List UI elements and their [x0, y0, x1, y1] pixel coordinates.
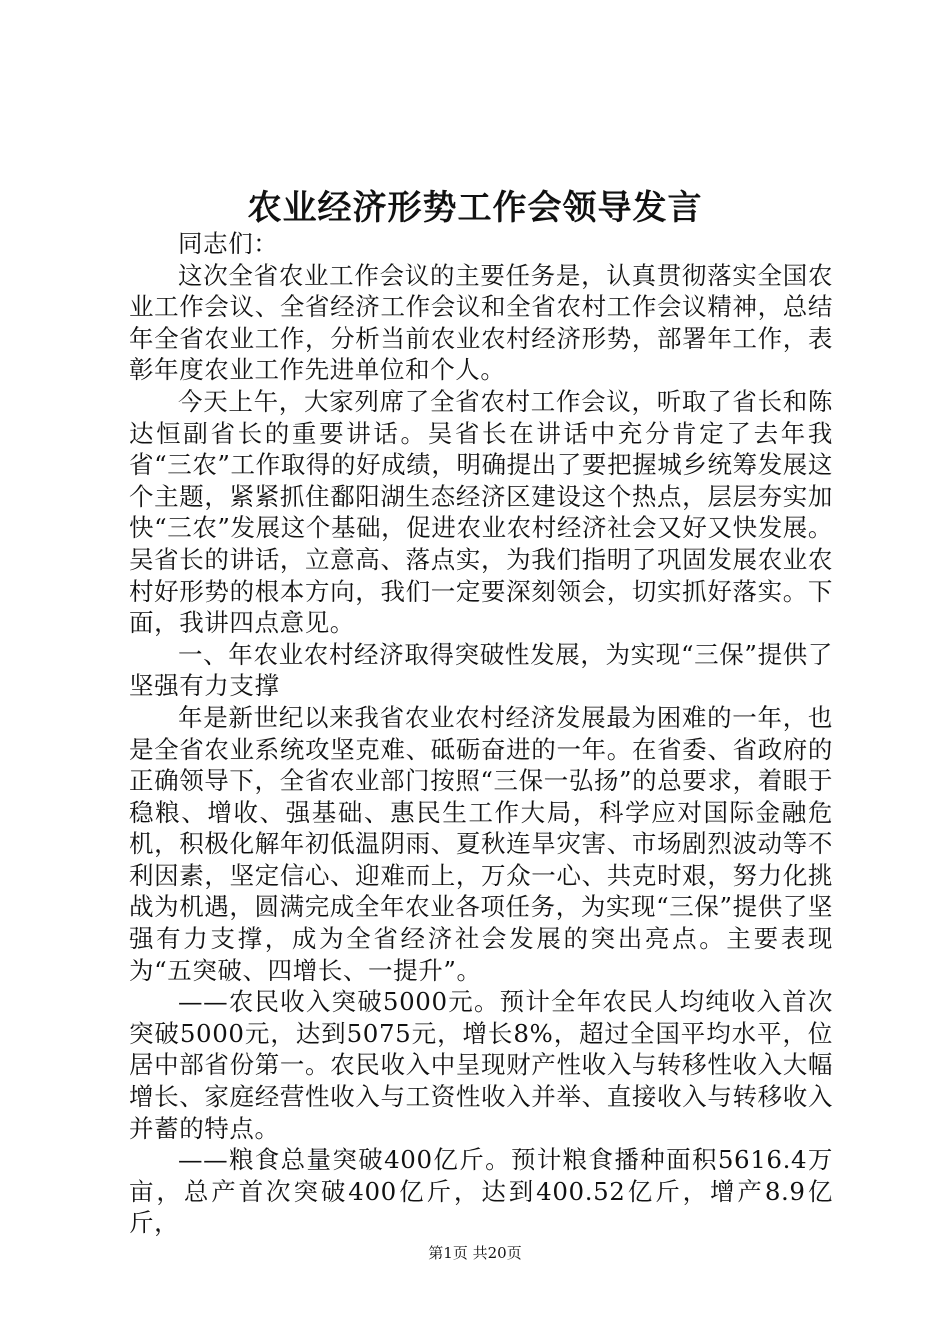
- document-body: [129, 228, 833, 1239]
- section-heading: 一、年农业农村经济取得突破性发展，为实现“三保”提供了坚强有力支撑: [129, 639, 833, 701]
- salutation-paragraph: 同志们：: [178, 229, 279, 258]
- body-paragraph: 这次全省农业工作会议的主要任务是，认真贯彻落实全国农业工作会议、全省经济工作会议和全省农村工作会议精神，总结年全省农业工作，分析当前农业农村经济形势，部署年工作，表彰年度农业工作先进单位和个人。: [129, 260, 833, 385]
- body-paragraph: 年是新世纪以来我省农业农村经济发展最为困难的一年，也是全省农业系统攻坚克难、砥砺奋进的一年。在省委、省政府的正确领导下，全省农业部门按照“三保一弘扬”的总要求，着眼于稳粮、增收、强基础、惠民生工作大局，科学应对国际金融危机，积极化解年初低温阴雨、夏秋连旱灾害、市场剧烈波动等不利因素，坚定信心、迎难而上，万众一心、共克时艰，努力化挑战为机遇，圆满完成全年农业各项任务，为实现“三保”提供了坚强有力支撑，成为全省经济社会发展的突出亮点。主要表现为“五突破、四增长、一提升”。: [129, 702, 833, 985]
- page-number-footer: 第1页 共20页: [428, 1244, 522, 1262]
- document-title: 农业经济形势工作会领导发言: [247, 188, 703, 228]
- body-paragraph: ——农民收入突破5000元。预计全年农民人均纯收入首次突破5000元，达到5075元，增长8%，超过全国平均水平，位居中部省份第一。农民收入中呈现财产性收入与转移性收入大幅增长、家庭经营性收入与工资性收入并举、直接收入与转移收入并蓄的特点。: [129, 987, 833, 1143]
- body-paragraph: ——粮食总量突破400亿斤。预计粮食播种面积5616.4万亩，总产首次突破400亿斤，达到400.52亿斤，增产8.9亿斤，: [129, 1145, 833, 1238]
- body-paragraph: 今天上午，大家列席了全省农村工作会议，听取了省长和陈达恒副省长的重要讲话。吴省长在讲话中充分肯定了去年我省“三农”工作取得的好成绩，明确提出了要把握城乡统筹发展这个主题，紧紧抓住鄱阳湖生态经济区建设这个热点，层层夯实加快“三农”发展这个基础，促进农业农村经济社会又好又快发展。吴省长的讲话，立意高、落点实，为我们指明了巩固发展农业农村好形势的根本方向，我们一定要深刻领会，切实抓好落实。下面，我讲四点意见。: [129, 386, 833, 638]
